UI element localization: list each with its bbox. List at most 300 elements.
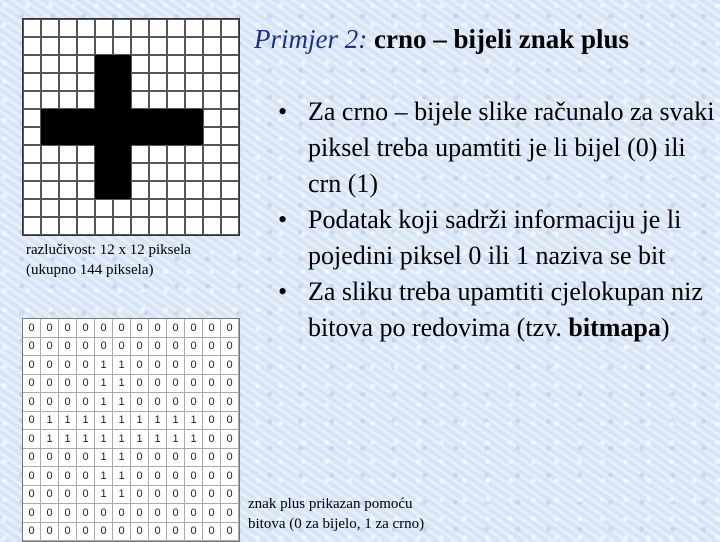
bitmap-term: bitmapa	[568, 313, 661, 342]
pixel-cell	[23, 199, 41, 217]
pixel-cell	[221, 199, 239, 217]
pixel-cell	[95, 217, 113, 235]
pixel-cell	[77, 37, 95, 55]
pixel-cell	[167, 163, 185, 181]
bit-cell: 0	[41, 319, 59, 338]
bit-cell: 0	[59, 338, 77, 357]
bit-cell: 1	[95, 430, 113, 449]
bit-cell: 0	[77, 375, 95, 394]
pixel-cell	[185, 73, 203, 91]
pixel-cell	[41, 73, 59, 91]
bit-cell: 0	[131, 338, 149, 357]
bit-cell: 0	[167, 393, 185, 412]
pixel-cell	[77, 73, 95, 91]
bit-cell: 0	[149, 338, 167, 357]
pixel-cell	[149, 181, 167, 199]
bit-cell: 1	[77, 412, 95, 431]
bit-cell: 0	[59, 449, 77, 468]
pixel-cell	[167, 73, 185, 91]
bit-cell: 0	[23, 523, 41, 542]
pixel-cell	[167, 19, 185, 37]
bit-cell: 0	[59, 486, 77, 505]
bit-cell: 0	[203, 375, 221, 394]
pixel-cell	[113, 181, 131, 199]
grid-caption-total: (ukupno 144 piksela)	[26, 262, 154, 278]
pixel-cell	[113, 163, 131, 181]
bullet-dot: •	[278, 277, 288, 306]
bit-cell: 0	[167, 467, 185, 486]
pixel-cell	[131, 217, 149, 235]
pixel-cell	[23, 109, 41, 127]
pixel-cell	[41, 55, 59, 73]
bit-cell: 0	[59, 375, 77, 394]
bullet-text: Podatak koji sadrži informaciju je li pojedini piksel 0 ili 1 naziva se bit	[308, 205, 682, 270]
pixel-cell	[203, 199, 221, 217]
bit-cell: 0	[41, 375, 59, 394]
pixel-cell	[77, 55, 95, 73]
pixel-cell	[149, 217, 167, 235]
pixel-cell	[203, 145, 221, 163]
pixel-cell	[41, 181, 59, 199]
pixel-cell	[185, 127, 203, 145]
pixel-cell	[59, 199, 77, 217]
pixel-cell	[221, 181, 239, 199]
pixel-cell	[41, 109, 59, 127]
pixel-cell	[167, 181, 185, 199]
bit-cell: 0	[41, 338, 59, 357]
bit-cell: 0	[221, 375, 239, 394]
pixel-cell	[59, 217, 77, 235]
pixel-cell	[113, 55, 131, 73]
pixel-cell	[59, 109, 77, 127]
pixel-cell	[203, 181, 221, 199]
bit-cell: 0	[113, 523, 131, 542]
pixel-cell	[77, 199, 95, 217]
bit-cell: 0	[203, 338, 221, 357]
bit-cell: 0	[23, 504, 41, 523]
bit-cell: 0	[131, 523, 149, 542]
bit-cell: 0	[221, 356, 239, 375]
pixel-cell	[41, 19, 59, 37]
bullet-item	[278, 94, 718, 202]
bit-cell: 0	[149, 523, 167, 542]
pixel-cell	[203, 19, 221, 37]
pixel-cell	[185, 181, 203, 199]
bit-cell: 0	[77, 338, 95, 357]
bit-cell: 1	[113, 412, 131, 431]
bit-cell: 0	[221, 393, 239, 412]
pixel-cell	[77, 19, 95, 37]
bit-cell: 0	[185, 467, 203, 486]
title-prefix: Primjer 2:	[254, 24, 368, 54]
pixel-cell	[149, 55, 167, 73]
pixel-cell	[95, 181, 113, 199]
pixel-cell	[113, 217, 131, 235]
bit-cell: 0	[185, 523, 203, 542]
bit-cell: 0	[185, 449, 203, 468]
bullet-item	[278, 274, 718, 346]
pixel-cell	[23, 127, 41, 145]
bullet-text-end: )	[660, 313, 670, 342]
pixel-cell	[203, 91, 221, 109]
pixel-cell	[23, 145, 41, 163]
bit-cell: 0	[203, 430, 221, 449]
bit-cell: 0	[149, 319, 167, 338]
pixel-cell	[221, 163, 239, 181]
bits-caption-line2: bitova (0 za bijelo, 1 za crno)	[248, 516, 425, 532]
pixel-cell	[221, 55, 239, 73]
pixel-cell	[77, 91, 95, 109]
bit-cell: 0	[77, 319, 95, 338]
pixel-cell	[23, 19, 41, 37]
bit-cell: 0	[23, 338, 41, 357]
bit-cell: 1	[95, 375, 113, 394]
bit-cell: 0	[185, 486, 203, 505]
bit-cell: 1	[41, 412, 59, 431]
bit-cell: 0	[95, 523, 113, 542]
bit-cell: 0	[185, 356, 203, 375]
bit-cell: 1	[167, 430, 185, 449]
bit-cell: 0	[149, 449, 167, 468]
bullet-text: Za crno – bijele slike računalo za svaki piksel treba upamtiti je li bijel (0) ili crn (1)	[308, 97, 715, 198]
bit-cell: 1	[185, 430, 203, 449]
bit-cell: 0	[23, 449, 41, 468]
pixel-cell	[95, 199, 113, 217]
pixel-cell	[113, 109, 131, 127]
pixel-cell	[221, 73, 239, 91]
pixel-cell	[185, 37, 203, 55]
pixel-cell	[23, 73, 41, 91]
bit-cell: 0	[41, 523, 59, 542]
pixel-cell	[77, 145, 95, 163]
bit-cell: 0	[23, 430, 41, 449]
bit-cell: 0	[77, 356, 95, 375]
slide-title	[254, 24, 629, 55]
pixel-cell	[113, 73, 131, 91]
pixel-cell	[59, 145, 77, 163]
pixel-cell	[131, 199, 149, 217]
bit-cell: 1	[113, 356, 131, 375]
bit-cell: 0	[77, 449, 95, 468]
pixel-cell	[59, 37, 77, 55]
bit-cell: 0	[167, 356, 185, 375]
bit-cell: 0	[131, 375, 149, 394]
grid-caption	[26, 240, 191, 280]
bit-cell: 0	[113, 338, 131, 357]
pixel-cell	[131, 91, 149, 109]
pixel-cell	[167, 145, 185, 163]
bit-cell: 0	[41, 393, 59, 412]
bit-cell: 1	[113, 393, 131, 412]
bit-cell: 0	[221, 338, 239, 357]
pixel-cell	[95, 163, 113, 181]
pixel-cell	[221, 109, 239, 127]
bit-cell: 0	[59, 356, 77, 375]
bit-cell: 1	[113, 375, 131, 394]
bit-table	[22, 318, 240, 542]
bit-cell: 0	[167, 449, 185, 468]
pixel-cell	[59, 55, 77, 73]
pixel-cell	[131, 55, 149, 73]
pixel-cell	[23, 217, 41, 235]
bit-cell: 0	[203, 523, 221, 542]
bit-cell: 0	[185, 375, 203, 394]
pixel-cell	[59, 91, 77, 109]
bit-cell: 0	[23, 412, 41, 431]
pixel-cell	[167, 37, 185, 55]
bit-cell: 0	[203, 467, 221, 486]
pixel-cell	[203, 217, 221, 235]
pixel-cell	[95, 109, 113, 127]
bit-cell: 0	[203, 504, 221, 523]
bit-cell: 0	[221, 430, 239, 449]
pixel-cell	[95, 145, 113, 163]
pixel-cell	[203, 73, 221, 91]
pixel-cell	[185, 91, 203, 109]
bit-cell: 0	[221, 523, 239, 542]
pixel-cell	[149, 127, 167, 145]
pixel-cell	[167, 127, 185, 145]
bit-cell: 1	[41, 430, 59, 449]
pixel-cell	[131, 37, 149, 55]
pixel-cell	[95, 127, 113, 145]
bit-cell: 0	[113, 504, 131, 523]
bit-cell: 0	[23, 467, 41, 486]
pixel-cell	[131, 181, 149, 199]
bullet-text: Za sliku treba upamtiti cjelokupan niz bitova po redovima (tzv.	[308, 277, 703, 342]
bit-cell: 0	[131, 356, 149, 375]
pixel-cell	[203, 163, 221, 181]
bit-cell: 0	[23, 319, 41, 338]
bit-cell: 0	[167, 375, 185, 394]
pixel-cell	[167, 109, 185, 127]
pixel-cell	[131, 109, 149, 127]
bits-caption-line1: znak plus prikazan pomoću	[248, 496, 413, 512]
bit-cell: 0	[23, 393, 41, 412]
pixel-cell	[77, 109, 95, 127]
bit-cell: 0	[203, 356, 221, 375]
bit-cell: 1	[149, 430, 167, 449]
pixel-cell	[59, 19, 77, 37]
bit-cell: 0	[131, 319, 149, 338]
bit-cell: 0	[221, 449, 239, 468]
pixel-cell	[149, 163, 167, 181]
pixel-cell	[149, 199, 167, 217]
pixel-cell	[185, 199, 203, 217]
bit-cell: 0	[77, 467, 95, 486]
bit-cell: 0	[221, 412, 239, 431]
pixel-cell	[41, 91, 59, 109]
bit-cell: 0	[203, 412, 221, 431]
bit-cell: 1	[131, 412, 149, 431]
bit-cell: 0	[221, 319, 239, 338]
pixel-cell	[59, 127, 77, 145]
bit-cell: 0	[41, 467, 59, 486]
pixel-cell	[149, 145, 167, 163]
pixel-cell	[59, 73, 77, 91]
pixel-cell	[113, 37, 131, 55]
pixel-cell	[167, 199, 185, 217]
bit-cell: 0	[77, 523, 95, 542]
pixel-cell	[185, 163, 203, 181]
pixel-cell	[41, 37, 59, 55]
pixel-cell	[131, 163, 149, 181]
bit-cell: 0	[59, 523, 77, 542]
pixel-cell	[95, 73, 113, 91]
pixel-cell	[41, 163, 59, 181]
bit-cell: 0	[113, 319, 131, 338]
pixel-cell	[77, 217, 95, 235]
bit-cell: 0	[203, 319, 221, 338]
pixel-cell	[221, 217, 239, 235]
bit-cell: 0	[185, 504, 203, 523]
bit-cell: 0	[131, 449, 149, 468]
bit-cell: 0	[41, 504, 59, 523]
pixel-cell	[23, 181, 41, 199]
bit-cell: 1	[95, 412, 113, 431]
pixel-cell	[221, 37, 239, 55]
pixel-cell	[23, 91, 41, 109]
bit-cell: 0	[149, 486, 167, 505]
bit-cell: 1	[95, 486, 113, 505]
bit-cell: 0	[59, 393, 77, 412]
bit-cell: 1	[185, 412, 203, 431]
pixel-cell	[23, 55, 41, 73]
bit-cell: 0	[167, 504, 185, 523]
pixel-cell	[95, 91, 113, 109]
bit-cell: 0	[131, 486, 149, 505]
pixel-cell	[95, 55, 113, 73]
pixel-cell	[113, 199, 131, 217]
bit-cell: 0	[185, 338, 203, 357]
pixel-cell	[41, 127, 59, 145]
bit-cell: 0	[185, 319, 203, 338]
bit-cell: 1	[113, 449, 131, 468]
pixel-cell	[185, 55, 203, 73]
pixel-cell	[41, 145, 59, 163]
bit-cell: 1	[95, 356, 113, 375]
pixel-cell	[203, 55, 221, 73]
pixel-cell	[131, 19, 149, 37]
bit-cell: 0	[95, 338, 113, 357]
bit-cell: 0	[221, 467, 239, 486]
pixel-cell	[23, 37, 41, 55]
title-main: crno – bijeli znak plus	[373, 24, 630, 54]
bit-cell: 1	[131, 430, 149, 449]
bullet-dot: •	[278, 205, 288, 234]
bit-cell: 0	[167, 338, 185, 357]
pixel-cell	[131, 145, 149, 163]
pixel-cell	[221, 127, 239, 145]
grid-caption-resolution: razlučivost: 12 x 12 piksela	[26, 242, 191, 258]
pixel-cell	[23, 163, 41, 181]
bullet-list	[278, 94, 718, 346]
bit-cell: 0	[59, 504, 77, 523]
pixel-cell	[185, 145, 203, 163]
bullet-dot: •	[278, 97, 288, 126]
bit-cell: 1	[95, 393, 113, 412]
bit-cell: 1	[149, 412, 167, 431]
bit-cell: 0	[167, 486, 185, 505]
pixel-cell	[185, 217, 203, 235]
pixel-cell	[185, 109, 203, 127]
bit-cell: 0	[77, 504, 95, 523]
pixel-cell	[167, 91, 185, 109]
pixel-cell	[221, 91, 239, 109]
pixel-cell	[149, 19, 167, 37]
bit-cell: 1	[113, 467, 131, 486]
bullet-item	[278, 202, 718, 274]
pixel-cell	[167, 55, 185, 73]
bit-cell: 0	[59, 319, 77, 338]
bit-cell: 0	[149, 467, 167, 486]
pixel-cell	[131, 127, 149, 145]
bit-cell: 0	[149, 393, 167, 412]
bit-cell: 0	[131, 504, 149, 523]
bit-cell: 0	[95, 319, 113, 338]
pixel-cell	[59, 163, 77, 181]
pixel-cell	[131, 73, 149, 91]
pixel-cell	[95, 37, 113, 55]
bit-cell: 0	[131, 467, 149, 486]
pixel-cell	[77, 181, 95, 199]
pixel-cell	[95, 19, 113, 37]
pixel-cell	[77, 127, 95, 145]
pixel-cell	[149, 73, 167, 91]
pixel-cell	[149, 109, 167, 127]
bit-cell: 0	[41, 486, 59, 505]
pixel-cell	[221, 145, 239, 163]
bit-cell: 1	[59, 430, 77, 449]
pixel-cell	[203, 37, 221, 55]
plus-sign-pixel-grid	[22, 18, 240, 236]
bit-cell: 1	[95, 467, 113, 486]
pixel-cell	[167, 217, 185, 235]
bit-cell: 1	[113, 486, 131, 505]
bit-cell: 0	[59, 467, 77, 486]
pixel-cell	[59, 181, 77, 199]
bit-cell: 0	[23, 356, 41, 375]
bit-cell: 0	[221, 486, 239, 505]
pixel-cell	[149, 91, 167, 109]
bit-cell: 1	[113, 430, 131, 449]
bit-cell: 1	[167, 412, 185, 431]
pixel-cell	[113, 91, 131, 109]
bit-cell: 0	[95, 504, 113, 523]
pixel-cell	[113, 127, 131, 145]
bit-cell: 0	[23, 486, 41, 505]
bit-cell: 0	[203, 449, 221, 468]
bit-cell: 0	[185, 393, 203, 412]
bits-caption	[248, 494, 424, 534]
bit-cell: 0	[23, 375, 41, 394]
bit-cell: 1	[95, 449, 113, 468]
bit-cell: 0	[131, 393, 149, 412]
bit-cell: 0	[203, 486, 221, 505]
bit-cell: 0	[167, 523, 185, 542]
bit-cell: 0	[41, 449, 59, 468]
bit-cell: 0	[77, 486, 95, 505]
bit-cell: 0	[203, 393, 221, 412]
bit-cell: 0	[149, 375, 167, 394]
pixel-cell	[149, 37, 167, 55]
bit-cell: 1	[77, 430, 95, 449]
pixel-cell	[185, 19, 203, 37]
pixel-cell	[113, 145, 131, 163]
pixel-cell	[113, 19, 131, 37]
pixel-cell	[221, 19, 239, 37]
pixel-cell	[203, 127, 221, 145]
